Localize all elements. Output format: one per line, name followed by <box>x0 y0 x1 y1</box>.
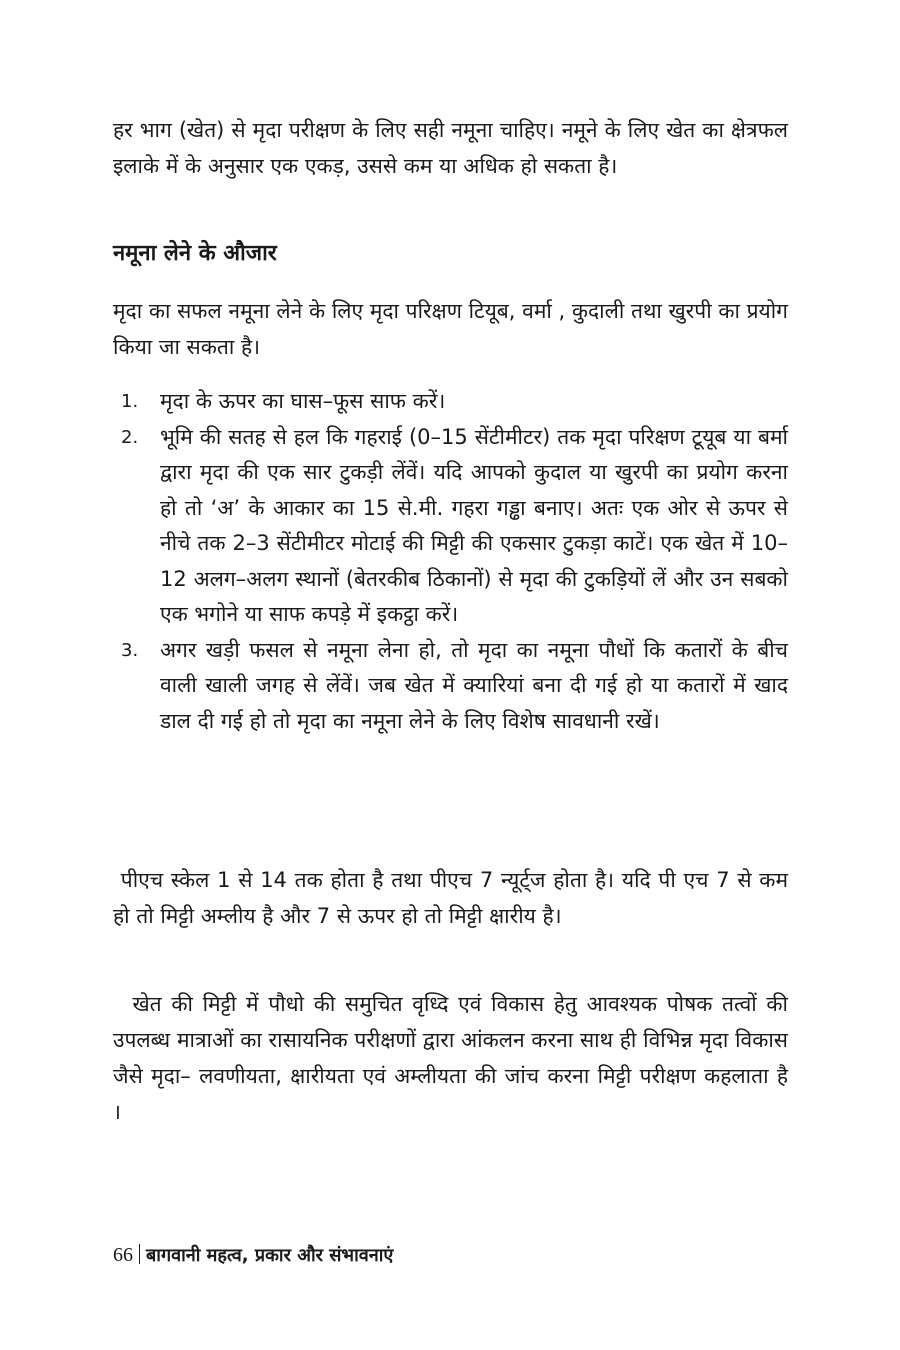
footer-divider <box>139 1244 140 1264</box>
page-footer <box>113 1240 393 1271</box>
section-heading: नमूना लेने के औजार <box>113 241 277 266</box>
list-item-text: भूमि की सतह से हल कि गहराई (0–15 सेंटीमीटर) तक मृदा परिक्षण टूयूब या बर्मा द्वारा मृदा की एक सार टुकड़ी लेंवें। यदि आपको कुदाल या खुरपी का प्रयोग करना हो तो ‘अ’ के आकार का 15 से.मी. गहरा गड्ढा बनाए। अतः एक ओर से ऊपर से नीचे तक 2–3 सेंटीमीटर मोटाई की मिट्टी की एकसार टुकड़ा काटें। एक खेत में 10–12 अलग–अलग स्थानों (बेतरकीब ठिकानों) से मृदा की टुकड़ियों लें और उन सबको एक भगोने या साफ कपड़े में इकट्ठा करें। <box>160 424 788 626</box>
list-item <box>113 633 788 740</box>
book-title: बागवानी महत्व, प्रकार और संभावनाएं <box>146 1245 394 1266</box>
tools-paragraph: मृदा का सफल नमूना लेने के लिए मृदा परिक्षण टियूब, वर्मा , कुदाली तथा खुरपी का प्रयोग किया जा सकता है। <box>113 299 788 359</box>
ph-paragraph: पीएच स्केल 1 से 14 तक होता है तथा पीएच 7 न्यूर्ट्ज होता है। यदि पी एच 7 से कम हो तो मिट्टी अम्लीय है और 7 से ऊपर हो तो मिट्टी क्षारीय है। <box>113 868 795 928</box>
list-item-text: अगर खड़ी फसल से नमूना लेना हो, तो मृदा का नमूना पौधों कि कतारों के बीच वाली खाली जगह से लेंवें। जब खेत में क्यारियां बना दी गई हो या कतारों में खाद डाल दी गई हो तो मृदा का नमूना लेने के लिए विशेष सावधानी रखें। <box>160 637 788 733</box>
intro-paragraph: हर भाग (खेत) से मृदा परीक्षण के लिए सही नमूना चाहिए। नमूने के लिए खेत का क्षेत्रफल इलाके में के अनुसार एक एकड़, उससे कम या अधिक हो सकता है। <box>113 118 788 178</box>
list-item-number: 3. <box>121 639 139 661</box>
list-item-text: मृदा के ऊपर का घास–फूस साफ करें। <box>160 389 446 413</box>
list-item <box>113 420 788 633</box>
list-item-number: 2. <box>121 426 139 448</box>
page-number: 66 <box>113 1244 133 1266</box>
list-item-number: 1. <box>121 391 139 412</box>
definition-paragraph: खेत की मिट्टी में पौधो की समुचित वृध्दि एवं विकास हेतु आवश्यक पोषक तत्वों की उपलब्ध मात्राओं का रासायनिक परीक्षणों द्वारा आंकलन करना साथ ही विभिन्न मृदा विकास जैसे मृदा– लवणीयता, क्षारीयता एवं अम्लीयता की जांच करना मिट्टी परीक्षण कहलाता है । <box>113 992 802 1124</box>
list-item <box>113 384 788 420</box>
sampling-steps-list <box>113 384 788 739</box>
